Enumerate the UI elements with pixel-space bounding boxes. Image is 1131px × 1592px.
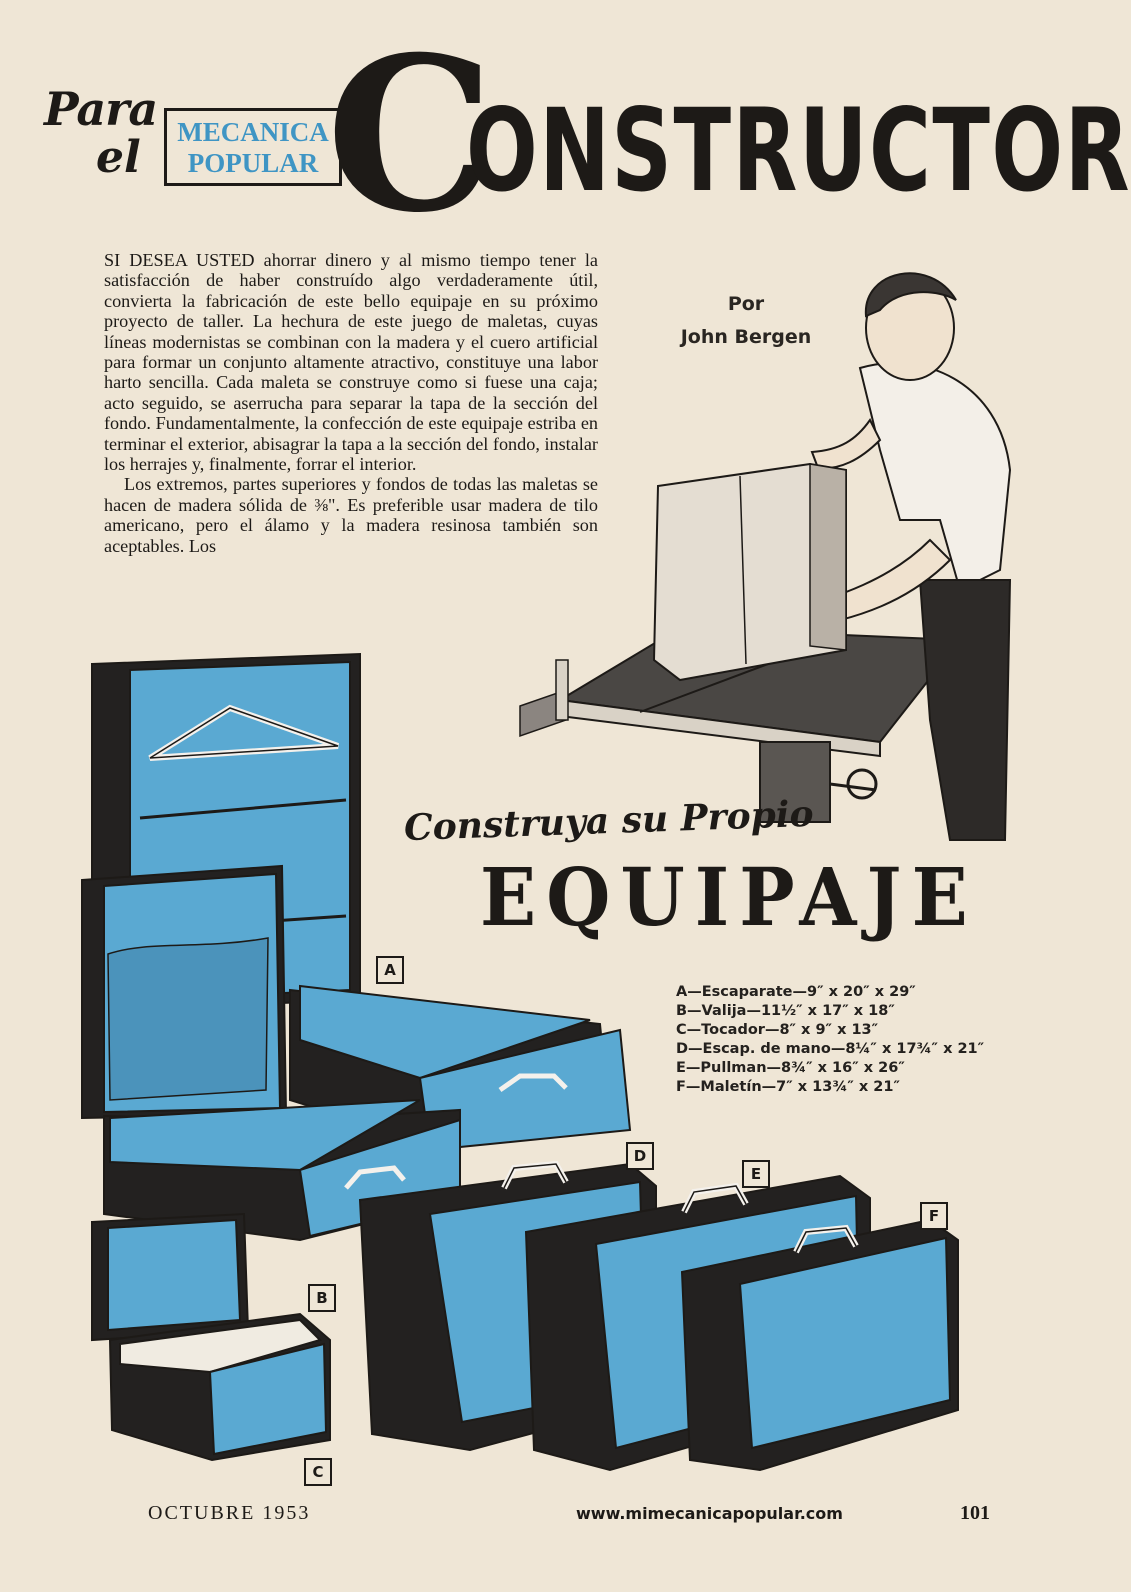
label-e: E xyxy=(742,1160,770,1188)
dimension-item: E—Pullman—8¾″ x 16″ x 26″ xyxy=(676,1060,905,1076)
article-paragraph-2: Los extremos, partes superiores y fondos de todas las maletas se hacen de madera sólida de ⅜". Es preferible usar madera de tilo americano, pero el álamo y la madera resinosa también son aceptables. Los xyxy=(104,474,598,556)
label-a: A xyxy=(376,956,404,984)
dimension-item: B—Valija—11½″ x 17″ x 18″ xyxy=(676,1003,895,1019)
dimensions-list xyxy=(676,983,984,1097)
dimension-item: C—Tocador—8″ x 9″ x 13″ xyxy=(676,1022,879,1038)
source-url[interactable]: www.mimecanicapopular.com xyxy=(576,1504,843,1523)
label-f: F xyxy=(920,1202,948,1230)
issue-date: OCTUBRE 1953 xyxy=(148,1502,311,1524)
dimension-item: A—Escaparate—9″ x 20″ x 29″ xyxy=(676,984,916,1000)
dimension-item: F—Maletín—7″ x 13¾″ x 21″ xyxy=(676,1079,900,1095)
article-paragraph-1: SI DESEA USTED ahorrar dinero y al mismo tiempo tener la satisfacción de haber construído algo verdaderamente útil, convierta la fabricación de este bello equipaje en su próximo proyecto de taller. La hechura de este juego de maletas, cuyas líneas modernistas se combinan con la madera y el cuero artificial para formar un conjunto altamente atractivo, constituye una labor harto sencilla. Cada maleta se construye como si fuese una caja; acto seguido, se aserrucha para separar la tapa de la sección del fondo. Fundamentalmente, la confección de este equipaje estriba en terminar el exterior, abisagrar la tapa a la sección del fondo, instalar los herrajes y, finalmente, forrar el interior. xyxy=(104,250,598,475)
logo-line-1: MECANICA xyxy=(177,117,329,147)
cosmetic-case-illustration xyxy=(92,1214,330,1460)
label-c: C xyxy=(304,1458,332,1486)
byline-por: Por xyxy=(727,293,765,315)
page-number: 101 xyxy=(960,1502,990,1524)
header-para: Para xyxy=(44,82,158,136)
subtitle-script: Construya su Propio xyxy=(403,792,815,850)
article-title: EQUIPAJE xyxy=(480,850,978,944)
label-d: D xyxy=(626,1142,654,1170)
header-title: ONSTRUCTOR xyxy=(466,84,1131,217)
label-b: B xyxy=(308,1284,336,1312)
byline-author: John Bergen xyxy=(680,326,812,348)
man-at-table-saw-illustration xyxy=(520,273,1010,840)
header-title-initial: C xyxy=(326,10,495,259)
dimension-item: D—Escap. de mano—8¼″ x 17¾″ x 21″ xyxy=(676,1041,985,1057)
logo-line-2: POPULAR xyxy=(187,148,319,178)
header-el: el xyxy=(96,132,141,183)
